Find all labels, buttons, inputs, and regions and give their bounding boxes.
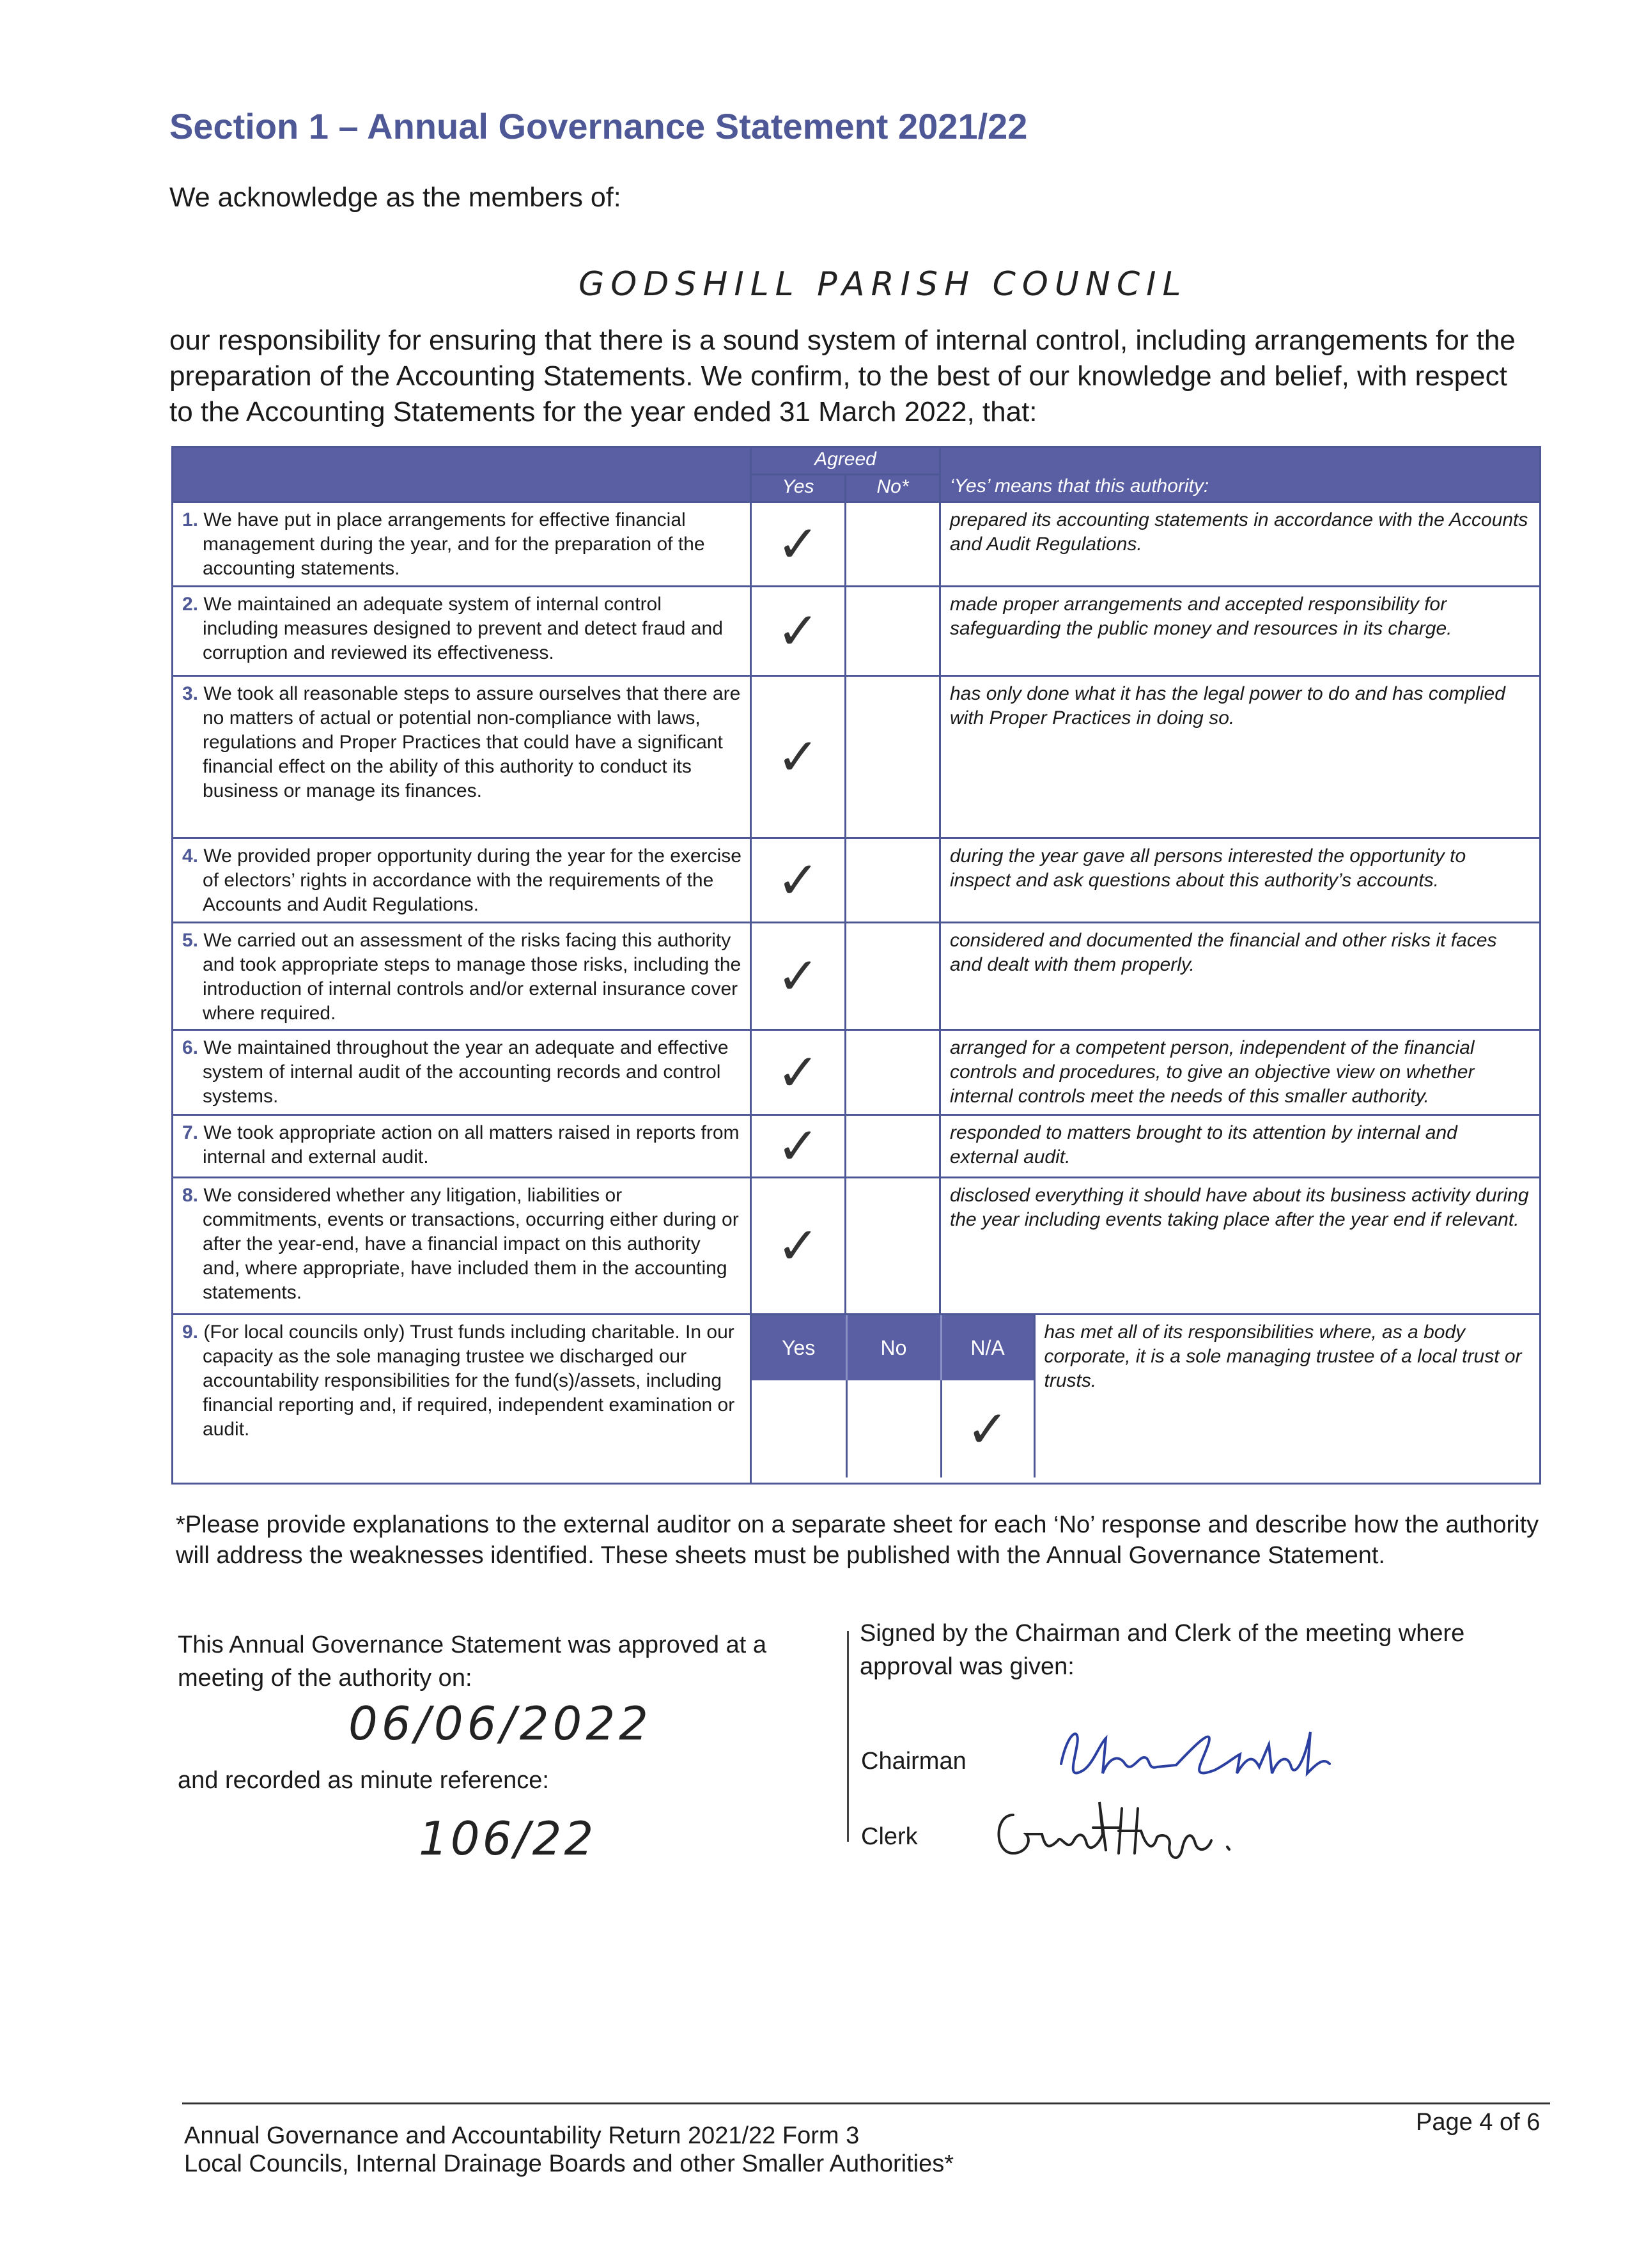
trust-no-checkbox[interactable] <box>846 1380 941 1477</box>
means-header: ‘Yes’ means that this authority: <box>940 447 1541 502</box>
statement-cell <box>173 838 751 923</box>
statement-number: 7. <box>182 1122 199 1143</box>
council-name-handwritten: GODSHILL PARISH COUNCIL <box>578 265 1188 304</box>
statement-cell <box>173 1115 751 1178</box>
meaning-text: disclosed everything it should have about its business activity during the year including events taking place after the year end if relevant. <box>940 1178 1541 1315</box>
trust-answer-cell <box>751 1315 1541 1484</box>
yes-checkbox[interactable]: ✓ <box>751 923 846 1030</box>
chairman-label: Chairman <box>861 1748 966 1775</box>
statement-text: (For local councils only) Trust funds including charitable. In our capacity as the sole managing trustee we discharged our accountability responsibilities for the fund(s)/assets, including financial reporting and, if required, independent examination or audit. <box>203 1322 735 1440</box>
meaning-text: has only done what it has the legal power to do and has complied with Proper Practices in doing so. <box>940 676 1541 838</box>
table-row <box>173 838 1541 923</box>
governance-table <box>171 446 1541 1485</box>
statement-text: We considered whether any litigation, liabilities or commitments, events or transactions, occurring either during or after the year-end, have a financial impact on this authority and, where appropriate, have included them in the accounting statements. <box>203 1185 739 1303</box>
statement-number: 3. <box>182 683 199 704</box>
statement-cell <box>173 502 751 587</box>
meaning-text: during the year gave all persons interested the opportunity to inspect and ask questions about this authority’s accounts. <box>940 838 1541 923</box>
footer-text <box>184 2122 954 2178</box>
no-checkbox[interactable] <box>846 587 940 676</box>
yes-checkbox[interactable]: ✓ <box>751 838 846 923</box>
yes-checkbox[interactable]: ✓ <box>751 1030 846 1115</box>
no-checkbox[interactable] <box>846 923 940 1030</box>
statement-text: We maintained an adequate system of internal control including measures designed to prevent and detect fraud and corruption and reviewed its effectiveness. <box>203 594 723 663</box>
footnote: *Please provide explanations to the external auditor on a separate sheet for each ‘No’ response and describe how the authority will address the weaknesses identified. These sheets must be published with the Annual Governance Statement. <box>176 1511 1539 1569</box>
statement-number: 1. <box>182 509 199 530</box>
footer-line-1: Annual Governance and Accountability Return 2021/22 Form 3 <box>184 2122 860 2149</box>
statement-cell <box>173 923 751 1030</box>
no-checkbox[interactable] <box>846 676 940 838</box>
meaning-text: has met all of its responsibilities where, as a body corporate, it is a sole managing trustee of a local trust or trusts. <box>1044 1322 1522 1391</box>
yes-checkbox[interactable]: ✓ <box>751 676 846 838</box>
table-row <box>173 1115 1541 1178</box>
table-row <box>173 1030 1541 1115</box>
no-checkbox[interactable] <box>846 838 940 923</box>
no-checkbox[interactable] <box>846 502 940 587</box>
table-row <box>173 502 1541 587</box>
signed-text: Signed by the Chairman and Clerk of the meeting where approval was given: <box>860 1620 1465 1680</box>
table-row-9 <box>173 1315 1541 1484</box>
statement-cell <box>173 1030 751 1115</box>
page-number: Page 4 of 6 <box>1416 2109 1541 2136</box>
table-row <box>173 1178 1541 1315</box>
meaning-text: made proper arrangements and accepted responsibility for safeguarding the public money and resources in its charge. <box>940 587 1541 676</box>
signature-divider <box>847 1631 849 1842</box>
page-title: Section 1 – Annual Governance Statement 2021/22 <box>169 106 1028 146</box>
trust-yes-checkbox[interactable] <box>752 1380 846 1477</box>
clerk-signature <box>988 1796 1294 1869</box>
intro-paragraph: our responsibility for ensuring that there is a sound system of internal control, including arrangements for the preparation of the Accounting Statements. We confirm, to the best of our knowledge and belief, with respect to the Accounting Statements for the year ended 31 March 2022, that: <box>169 325 1516 428</box>
meaning-text: responded to matters brought to its attention by internal and external audit. <box>940 1115 1541 1178</box>
statement-text: We provided proper opportunity during the year for the exercise of electors’ rights in accordance with the requirements of the Accounts and Audit Regulations. <box>203 845 741 915</box>
chairman-signature <box>1048 1719 1342 1793</box>
trust-yes-header: Yes <box>752 1315 846 1380</box>
yes-header: Yes <box>751 475 846 502</box>
meaning-text: prepared its accounting statements in accordance with the Accounts and Audit Regulations. <box>940 502 1541 587</box>
header-blank <box>173 447 751 502</box>
yes-checkbox[interactable]: ✓ <box>751 1178 846 1315</box>
agreed-header: Agreed <box>751 447 940 475</box>
clerk-label: Clerk <box>861 1823 918 1850</box>
minute-reference: 106/22 <box>419 1812 596 1865</box>
no-header: No* <box>846 475 940 502</box>
trust-subtable <box>752 1315 1539 1477</box>
table-row <box>173 587 1541 676</box>
footer-rule <box>182 2102 1550 2104</box>
approval-date: 06/06/2022 <box>348 1697 652 1750</box>
statement-number: 5. <box>182 930 199 951</box>
yes-checkbox[interactable]: ✓ <box>751 587 846 676</box>
statement-text: We took all reasonable steps to assure ourselves that there are no matters of actual or potential non-compliance with laws, regulations and Proper Practices that could have a significant financial effect on the ability of this authority to conduct its business or manage its finances. <box>203 683 741 801</box>
no-checkbox[interactable] <box>846 1178 940 1315</box>
table-row <box>173 923 1541 1030</box>
table-header-row-1 <box>173 447 1541 475</box>
statement-cell <box>173 1315 751 1484</box>
table-row <box>173 676 1541 838</box>
meaning-text: arranged for a competent person, independent of the financial controls and procedures, to give an objective view on whether internal controls meet the needs of this smaller authority. <box>940 1030 1541 1115</box>
no-checkbox[interactable] <box>846 1115 940 1178</box>
statement-number: 4. <box>182 845 199 867</box>
approval-text: This Annual Governance Statement was approved at a meeting of the authority on: <box>178 1632 766 1692</box>
statement-text: We carried out an assessment of the risks facing this authority and took appropriate steps to manage those risks, including the introduction of internal controls and/or external insurance cover where required. <box>203 930 741 1024</box>
yes-checkbox[interactable]: ✓ <box>751 1115 846 1178</box>
statement-cell <box>173 676 751 838</box>
statement-number: 2. <box>182 594 199 615</box>
statement-text: We have put in place arrangements for effective financial management during the year, and for the preparation of the accounting statements. <box>203 509 705 579</box>
acknowledge-text: We acknowledge as the members of: <box>169 182 621 213</box>
statement-number: 6. <box>182 1037 199 1058</box>
statement-number: 9. <box>182 1322 199 1343</box>
statement-text: We took appropriate action on all matters raised in reports from internal and external audit. <box>203 1122 740 1168</box>
statement-cell <box>173 1178 751 1315</box>
trust-na-header: N/A <box>941 1315 1034 1380</box>
statement-number: 8. <box>182 1185 199 1206</box>
no-checkbox[interactable] <box>846 1030 940 1115</box>
minute-text: and recorded as minute reference: <box>178 1767 549 1794</box>
statement-text: We maintained throughout the year an adequate and effective system of internal audit of the accounting records and control systems. <box>203 1037 729 1107</box>
trust-na-checkbox[interactable]: ✓ <box>941 1380 1034 1477</box>
meaning-text: considered and documented the financial and other risks it faces and dealt with them properly. <box>940 923 1541 1030</box>
statement-cell <box>173 587 751 676</box>
footer-line-2: Local Councils, Internal Drainage Boards and other Smaller Authorities* <box>184 2150 954 2177</box>
trust-no-header: No <box>846 1315 941 1380</box>
yes-checkbox[interactable]: ✓ <box>751 502 846 587</box>
